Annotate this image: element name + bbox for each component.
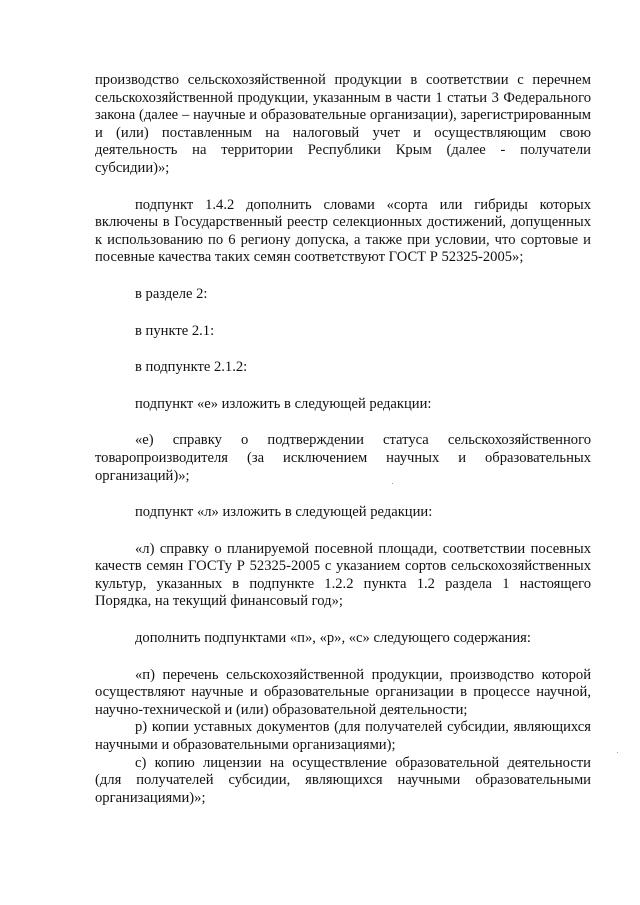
scan-speck [617, 752, 618, 753]
paragraph-item-l: «л) справку о планируемой посевной площади, соответствии посевных качеств семян ГОСТу Р 52325-2005 с указанием сортов сельскохозяйственных культур, указанных в подпункте 1.2.2 пункта 1.2 раздела 1 настоящего Порядка, на текущий финансовый год»; [95, 540, 591, 610]
paragraph-instruction-add: дополнить подпунктами «п», «р», «с» следующего содержания: [135, 630, 531, 647]
paragraph-subclause-1-4-2: подпункт 1.4.2 дополнить словами «сорта или гибриды которых включены в Государственный реестр селекционных достижений, допущенных к использованию по 6 региону допуска, а также при условии, что сортовые и посевные качества таких семян соответствуют ГОСТ Р 52325-2005»; [95, 196, 591, 266]
paragraph-clause-2-1: в пункте 2.1: [135, 322, 215, 339]
paragraph-item-p: «п) перечень сельскохозяйственной продукции, производство которой осуществляют научные и образовательные организации в процессе научной, научно-технической и (или) образовательной деятельности; [95, 666, 591, 718]
paragraph-item-r: р) копии уставных документов (для получателей субсидии, являющихся научными и образовательными организациями); [95, 719, 591, 754]
paragraph-item-s: с) копию лицензии на осуществление образовательной деятельности (для получателей субсидии, являющихся научными образовательными организациями)»; [95, 754, 591, 806]
paragraph-item-e: «е) справку о подтверждении статуса сельскохозяйственного товаропроизводителя (за исключением научных и образовательных организаций)»; [95, 432, 591, 484]
paragraph-subclause-2-1-2: в подпункте 2.1.2: [135, 359, 248, 376]
scan-speck [392, 483, 393, 484]
paragraph-continuation: производство сельскохозяйственной продукции в соответствии с перечнем сельскохозяйственной продукции, указанным в части 1 статьи 3 Федерального закона (далее – научные и образовательные организации), зарегистрированным и (или) поставленным на налоговый учет и осуществляющим свою деятельность на территории Республики Крым (далее - получатели субсидии)»; [95, 72, 591, 176]
document-page [95, 72, 591, 807]
paragraph-instruction-l: подпункт «л» изложить в следующей редакции: [135, 504, 433, 521]
paragraph-section-2: в разделе 2: [135, 285, 208, 302]
paragraph-instruction-e: подпункт «е» изложить в следующей редакции: [135, 395, 432, 412]
